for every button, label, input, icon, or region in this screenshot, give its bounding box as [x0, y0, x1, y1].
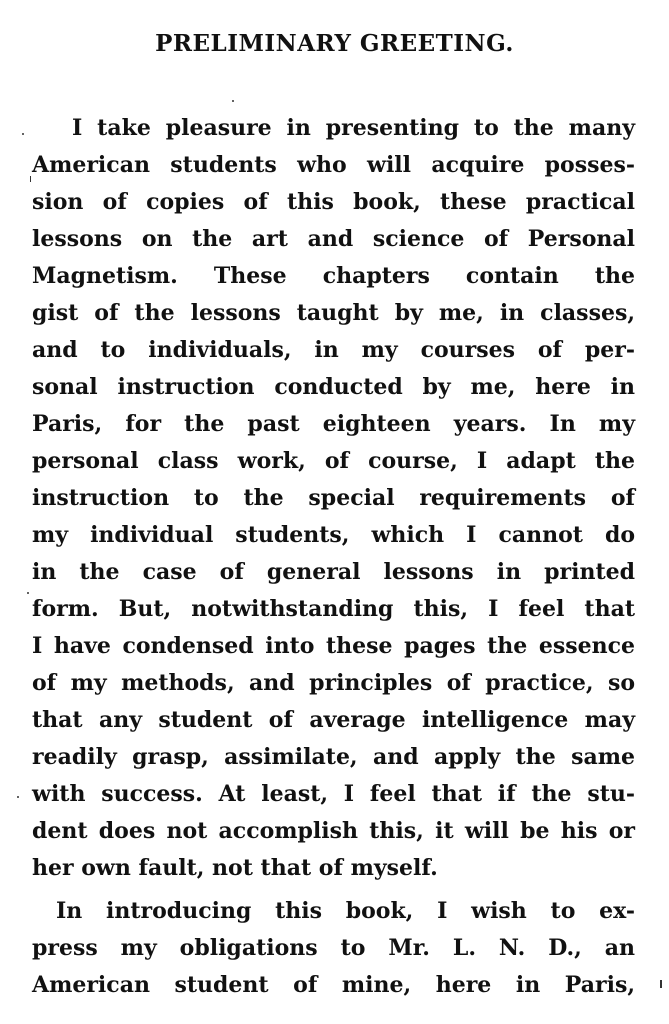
- print-speck: [232, 100, 234, 102]
- text-line: American student of mine, here in Paris,: [32, 972, 635, 998]
- text-line: Magnetism. These chapters contain the: [32, 263, 635, 289]
- text-line: press my obligations to Mr. L. N. D., an: [32, 935, 635, 961]
- text-line: my individual students, which I cannot do: [32, 522, 635, 548]
- text-line: with success. At least, I feel that if the stu-: [32, 781, 635, 807]
- text-line: In introducing this book, I wish to ex-: [56, 898, 635, 924]
- print-speck: [27, 592, 29, 594]
- text-line: sion of copies of this book, these practical: [32, 189, 635, 215]
- text-line: gist of the lessons taught by me, in classes,: [32, 300, 635, 326]
- text-line: sonal instruction conducted by me, here in: [32, 374, 635, 400]
- print-speck: [30, 176, 31, 182]
- print-speck: [22, 133, 24, 135]
- text-line: instruction to the special requirements of: [32, 485, 635, 511]
- text-line: Paris, for the past eighteen years. In my: [32, 411, 635, 437]
- text-line: of my methods, and principles of practice, so: [32, 670, 635, 696]
- page-title: PRELIMINARY GREETING.: [155, 30, 514, 57]
- text-line: I take pleasure in presenting to the many: [72, 115, 635, 141]
- text-line: dent does not accomplish this, it will be his or: [32, 818, 635, 844]
- text-line: personal class work, of course, I adapt the: [32, 448, 635, 474]
- text-line: American students who will acquire posses-: [32, 152, 635, 178]
- text-line: and to individuals, in my courses of per-: [32, 337, 635, 363]
- text-line: in the case of general lessons in printed: [32, 559, 635, 585]
- text-line: I have condensed into these pages the essence: [32, 633, 635, 659]
- text-line: readily grasp, assimilate, and apply the same: [32, 744, 635, 770]
- text-line: her own fault, not that of myself.: [32, 855, 438, 881]
- text-line: form. But, notwithstanding this, I feel that: [32, 596, 635, 622]
- text-line: that any student of average intelligence may: [32, 707, 635, 733]
- print-speck: [17, 796, 19, 798]
- text-line: lessons on the art and science of Personal: [32, 226, 635, 252]
- print-speck: [660, 980, 662, 988]
